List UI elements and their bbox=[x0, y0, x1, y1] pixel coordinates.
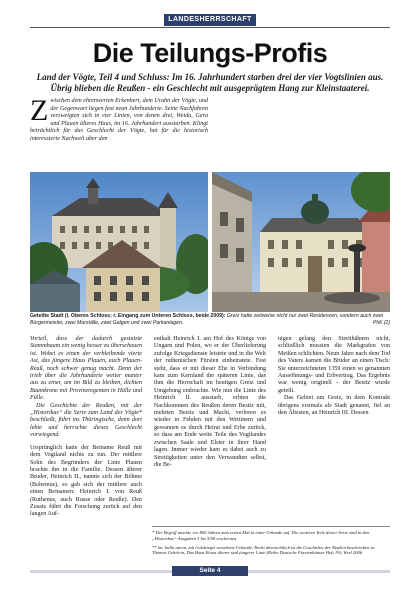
photo-caption bbox=[30, 313, 390, 326]
column-3-paragraph: nigen gelang den Streithähnen nicht, schließlich mussten die Markgrafen von Meißen schlichten. Neun Jahre nach dem Tod des Vaters kamen die Brüder an einen Tisch: Sie unterzeichneten 1359 einen so genannten Aussöhnungs- und Erbvertrag. Das Ergebnis war wenig originell - der Besitz wurde geteilt. bbox=[278, 336, 390, 394]
caption-lead: Geteilte Stadt (l. Oberes Schloss; r. Eingang zum Unteren Schloss, beide 2009): bbox=[30, 313, 226, 319]
column-2-paragraph: enthalt Heinrich I. am Hof des Königs von Ungarn und Polen, wo er der Überlieferung zufolge Kriegsdienste leistete und in die Welt der ruthenischen Fürsten einheiratete. Fest steht, dass er mit dieser Ehe in Verbindung kam zum Kernland der späteren Linie, das ihm die Herrschaft im heutigen Greiz und Umgebung einbrachte. Wie nun die Linie des Heinrich II. ausstarb, erbten die Nachkommen des Reußen deren Besitz mit, mehrten Besitz und Macht, verloren es wieder in Fehden mit den Wettinern und gewannen es durch Heirat und Erbe zurück, so dass am Ende weite Teile des Vogtlandes zwischen Saale und Elster in ihrer Hand lagen. Immer wieder kam es dabei auch zu Streitigkeiten unter den Verwandten selbst, die Be- bbox=[154, 336, 266, 468]
dropcap: Z bbox=[30, 94, 49, 127]
article-deck: Land der Vögte, Teil 4 und Schluss: Im 16. Jahrhundert starben drei der vier Vogtslinien aus. Übrig blieben die Reußen - ein Geschlecht mit ausgeprägtem Hang zur Kleinstaaterei. bbox=[36, 72, 384, 93]
column-1-paragraph: Die Geschichte der Reußen, mit der „Historikus“ die Serie zum Land der Vögte* beschließt, führt ins Thüringische, denn dort lebte und herrschte dieses Geschlecht vorwiegend. bbox=[30, 402, 142, 439]
column-2 bbox=[154, 336, 266, 469]
article-title: Die Teilungs-Profis bbox=[92, 38, 328, 68]
column-1-paragraph: Vorteil, dass der dadurch gestutzte Stammbaum ein wenig besser zu überschauen ist. Wobei es einen der verbleibende vierte Ast, das jüngere Haus Plauen, auch Plauen-Reuß, noch schwer genug macht. Denn der trieb über die Jahrhunderte weiter munter aus zu einer, um im Bild zu bleiben, dichten Baumkrone mit Provinzregenten in Hülle und Fülle. bbox=[30, 336, 142, 402]
column-3-paragraph: Das Gebiet um Greiz, in dem Kontrakt übrigens erstmals als Stadt genannt, fiel an den Ältesten, an Heinrich III. Dessen bbox=[278, 395, 390, 417]
page-number: Seite 4 bbox=[172, 566, 248, 576]
column-1 bbox=[30, 336, 142, 519]
footnote-rule bbox=[152, 526, 390, 527]
column-3 bbox=[278, 336, 390, 417]
intro-paragraph bbox=[30, 94, 208, 143]
intro-text: wischen dem ehrenwerten Erkenbert, dem Urahn der Vögte, und der Gegenwart liegen fast neun Jahrhunderte. Seine Nachfahren verzweigten sich in vier Linien, von denen drei, Weida, Gera und Plauen älteres Haus, im 16. Jahrhundert ausstarben. Klingt beträchtlich für das Geschlecht der Vögte, hat für die historisch interessierte Nachwelt aber den bbox=[30, 98, 208, 142]
photo-lower-castle bbox=[212, 172, 390, 312]
header-rule bbox=[30, 27, 390, 28]
column-1-paragraph: Ursprünglich hatte der Beiname Reuß mit dem Vogtland nichts zu tun. Der mittlere Sohn des Begründers der Linie Plauen brachte ihn in die Familie. Dessen älterer Bruder, Heinrich II., nannte sich der Böhme (Bohemus), so gab sich der mittlere auch einen Beinamen: Heinrich I. von Reuß (Ruthenus, auch Russe oder Reuße). Den Zusatz führt die Forschung zurück auf den langen Auf- bbox=[30, 444, 142, 518]
footnote: ** lat. bulla aurea, mit Goldsiegel versehene Urkunde. Recht übersichtlich ist die Geschichte der Reußen beschrieben in: Thomas Gehrlein, Das Haus Reuss älterer und jüngerer Linie (Reihe Deutsche Fürstenhäuser Heft 19), Werl 2006 bbox=[152, 544, 376, 556]
footnote: * Der Begriff tauchte vor 800 Jahren zum ersten Mal in einer Urkunde auf. Die weiteren Teile dieser Serie sind in den „Historikus“-Ausgaben 3 bis 5/09 erschienen. bbox=[152, 530, 370, 541]
footnotes bbox=[152, 530, 390, 559]
photo-credit: PhK (2) bbox=[373, 320, 390, 326]
photo-upper-castle bbox=[30, 172, 208, 312]
caption-text: Greiz hatte zeitweise nicht nur zwei Residenzen, sondern auch zwei Bürgermeister, zwei Marställe, zwei Galgen und zwei Parkanlagen. bbox=[30, 313, 384, 326]
section-rubric: LANDESHERRSCHAFT bbox=[164, 14, 256, 26]
